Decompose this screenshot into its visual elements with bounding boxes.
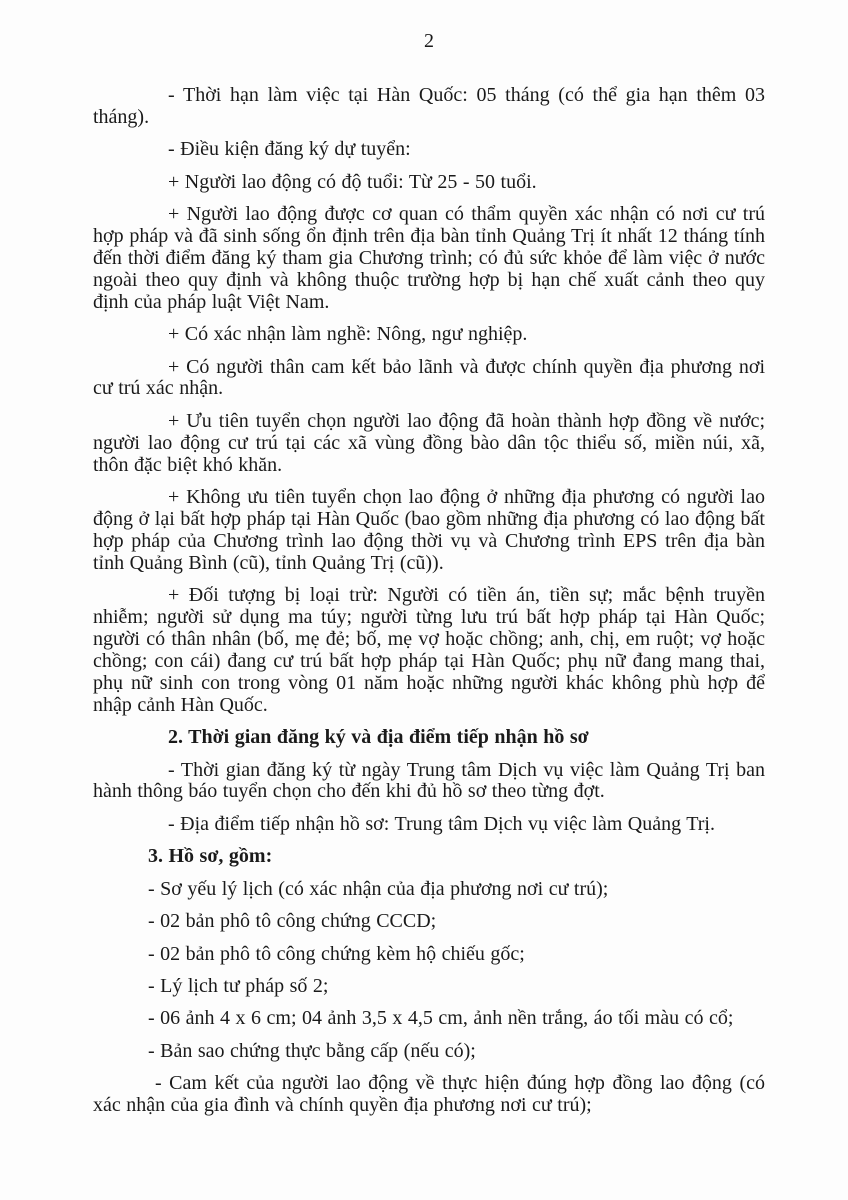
paragraph-occupation-confirmation: + Có xác nhận làm nghề: Nông, ngư nghiệp.: [168, 323, 528, 346]
list-item-worker-commitment: - Cam kết của người lao động về thực hiện đúng hợp đồng lao động (có xác nhận của gia đình và chính quyền địa phương nơi cư trú);: [93, 1072, 765, 1117]
paragraph-eligibility-intro: - Điều kiện đăng ký dự tuyển:: [168, 138, 411, 161]
section-heading-registration: 2. Thời gian đăng ký và địa điểm tiếp nhận hồ sơ: [168, 726, 589, 749]
document-body: [93, 30, 765, 1127]
paragraph-non-priority-localities: + Không ưu tiên tuyển chọn lao động ở những địa phương có người lao động ở lại bất hợp pháp tại Hàn Quốc (bao gồm những địa phương có lao động bất hợp pháp của Chương trình lao động thời vụ và Chương trình EPS trên địa bàn tỉnh Quảng Bình (cũ), tỉnh Quảng Trị (cũ)).: [93, 486, 765, 574]
paragraph-registration-time: - Thời gian đăng ký từ ngày Trung tâm Dịch vụ việc làm Quảng Trị ban hành thông báo tuyển chọn cho đến khi đủ hồ sơ theo từng đợt.: [93, 758, 765, 803]
paragraph-residency-health-requirement: + Người lao động được cơ quan có thẩm quyền xác nhận có nơi cư trú hợp pháp và đã sinh sống ổn định trên địa bàn tỉnh Quảng Trị ít nhất 12 tháng tính đến thời điểm đăng ký tham gia Chương trình; có đủ sức khỏe để làm việc ở nước ngoài theo quy định và không thuộc trường hợp bị hạn chế xuất cảnh theo quy định của pháp luật Việt Nam.: [93, 203, 765, 313]
paragraph-application-location: - Địa điểm tiếp nhận hồ sơ: Trung tâm Dịch vụ việc làm Quảng Trị.: [168, 812, 715, 835]
list-item-curriculum-vitae: - Sơ yếu lý lịch (có xác nhận của địa phương nơi cư trú);: [148, 877, 609, 900]
list-item-cccd-copies: - 02 bản phô tô công chứng CCCD;: [148, 910, 437, 933]
list-item-passport-copies: - 02 bản phô tô công chứng kèm hộ chiếu gốc;: [148, 942, 525, 965]
list-item-judicial-record: - Lý lịch tư pháp số 2;: [148, 974, 329, 997]
paragraph-age-requirement: + Người lao động có độ tuổi: Từ 25 - 50 tuổi.: [168, 170, 537, 193]
page-number: 2: [424, 30, 434, 52]
section-heading-dossier: 3. Hồ sơ, gồm:: [148, 845, 273, 868]
paragraph-priority-selection: + Ưu tiên tuyển chọn người lao động đã hoàn thành hợp đồng về nước; người lao động cư trú tại các xã vùng đồng bào dân tộc thiểu số, miền núi, xã, thôn đặc biệt khó khăn.: [93, 409, 765, 476]
paragraph-guarantor-requirement: + Có người thân cam kết bảo lãnh và được chính quyền địa phương nơi cư trú xác nhận.: [93, 355, 765, 400]
list-item-photos: - 06 ảnh 4 x 6 cm; 04 ảnh 3,5 x 4,5 cm, ảnh nền trắng, áo tối màu có cổ;: [148, 1007, 734, 1030]
paragraph-work-duration: - Thời hạn làm việc tại Hàn Quốc: 05 tháng (có thể gia hạn thêm 03 tháng).: [93, 84, 765, 128]
paragraph-excluded-subjects: + Đối tượng bị loại trừ: Người có tiền án, tiền sự; mắc bệnh truyền nhiễm; người sử dụng ma túy; người từng lưu trú bất hợp pháp tại Hàn Quốc; người có thân nhân (bố, mẹ đẻ; bố, mẹ vợ hoặc chồng; anh, chị, em ruột; vợ hoặc chồng; con cái) đang cư trú bất hợp pháp tại Hàn Quốc; phụ nữ đang mang thai, phụ nữ sinh con trong vòng 01 năm hoặc những người khác không phù hợp để nhập cảnh Hàn Quốc.: [93, 584, 765, 716]
list-item-certificate-copies: - Bản sao chứng thực bằng cấp (nếu có);: [148, 1039, 476, 1062]
